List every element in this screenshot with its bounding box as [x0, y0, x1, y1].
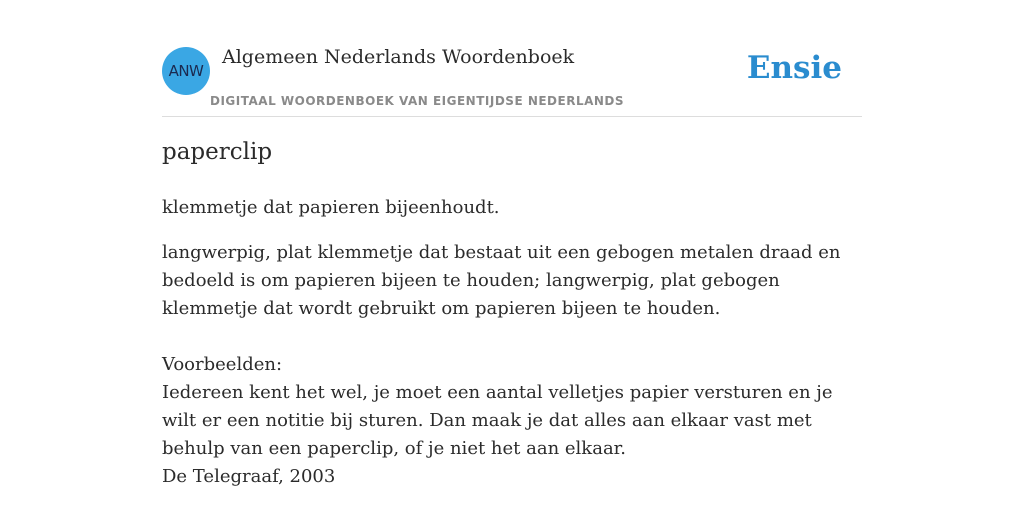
example-text: Iedereen kent het wel, je moet een aantal velletjes papier versturen en je wilt er een notitie bij sturen. Dan maak je dat alles aan elkaar vast met behulp van een paperclip, of je niet het aan elkaar. — [162, 382, 833, 459]
dictionary-title[interactable]: Algemeen Nederlands Woordenboek — [222, 46, 575, 68]
anw-logo-text: ANW — [168, 62, 204, 80]
anw-logo[interactable] — [162, 47, 210, 95]
long-definition — [162, 239, 862, 323]
site-header — [162, 40, 862, 117]
dictionary-subtitle: DIGITAAL WOORDENBOEK VAN EIGENTIJDSE NEDERLANDS — [210, 94, 625, 108]
example-source: De Telegraaf, 2003 — [162, 466, 336, 487]
entry-headword: paperclip — [162, 139, 273, 165]
examples-label: Voorbeelden: — [162, 354, 283, 375]
short-definition: klemmetje dat papieren bijeenhoudt. — [162, 197, 500, 218]
ensie-brand-logo[interactable]: Ensie — [746, 50, 842, 86]
examples-section — [162, 351, 862, 491]
long-definition-text: langwerpig, plat klemmetje dat bestaat uit een gebogen metalen draad en bedoeld is om papieren bijeen te houden; langwerpig, plat gebogen klemmetje dat wordt gebruikt om papieren bijeen te houden. — [162, 242, 841, 319]
